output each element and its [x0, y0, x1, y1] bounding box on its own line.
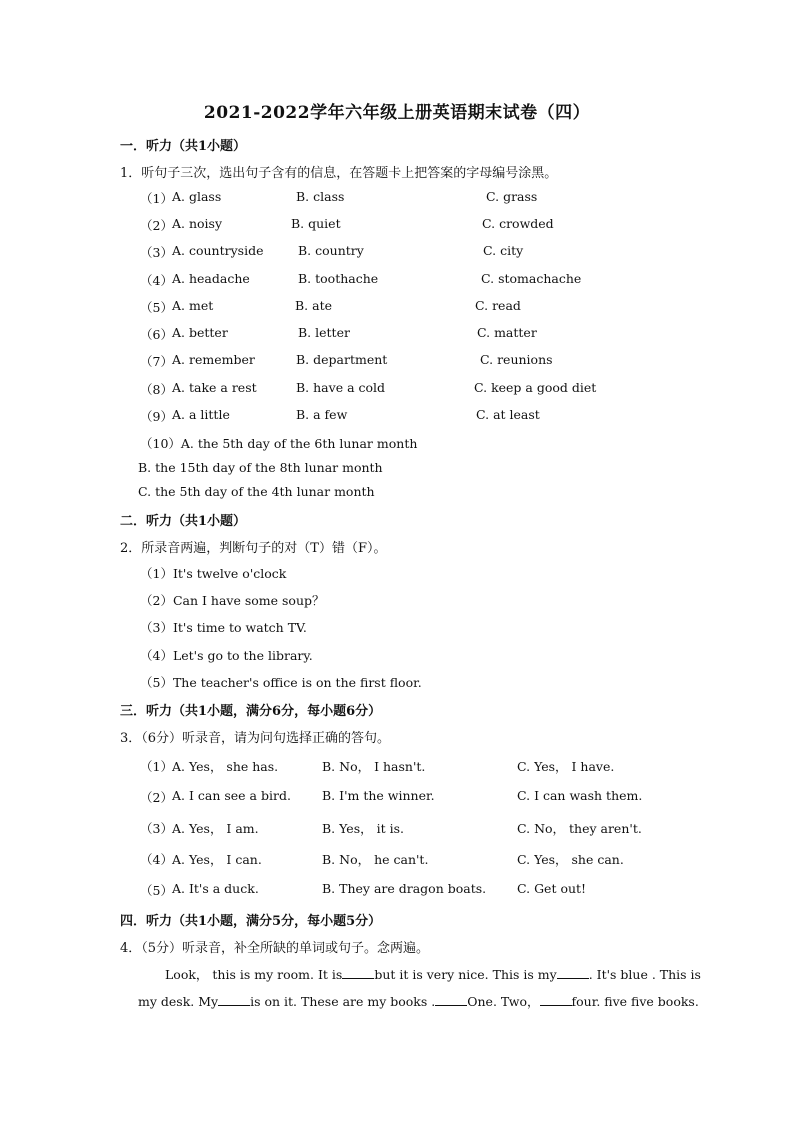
option-c: C. Get out! — [517, 881, 587, 896]
option-c: C. stomachache — [481, 271, 582, 286]
option-b: B. ate — [295, 298, 333, 313]
option-b: B. country — [298, 243, 364, 258]
list-item: （1） A. glass B. class C. grass — [140, 189, 538, 206]
passage-line-2: my desk. My is on it. These are my books . One. Two， four. five five books. — [138, 994, 699, 1009]
option-a: A. noisy — [172, 216, 223, 231]
list-item: （2）Can I have some soup？ — [140, 593, 325, 608]
option-a: A. Yes， I can. — [172, 852, 262, 867]
option-c: C. No， they aren't. — [517, 821, 642, 836]
list-item: （3）It's time to watch TV. — [140, 620, 307, 635]
page-title: 2021-2022学年六年级上册英语期末试卷（四） — [203, 103, 591, 123]
option-b: B. I'm the winner. — [322, 788, 435, 803]
option-c: C. Yes， she can. — [517, 852, 624, 867]
list-item: （3） A. Yes， I am. B. Yes， it is. C. No， they aren't. — [140, 821, 642, 836]
list-item: （1） A. Yes， she has. B. No， I hasn't. C. Yes， I have. — [140, 759, 615, 774]
option-c: C. at least — [476, 407, 540, 422]
option-a: A. glass — [172, 189, 222, 204]
option-a: A. Yes， I am. — [172, 821, 259, 836]
option-b: B. toothache — [298, 271, 379, 286]
list-item: （4） A. headache B. toothache C. stomachache — [140, 271, 582, 288]
item-10-option-c: C. the 5th day of the 4th lunar month — [138, 484, 375, 499]
list-item: （8） A. take a rest B. have a cold C. keep a good diet — [140, 380, 597, 397]
list-item: （1）It's twelve o'clock — [140, 566, 287, 581]
option-a: A. better — [172, 325, 228, 340]
option-a: A. I can see a bird. — [172, 788, 291, 803]
option-a: A. Yes， she has. — [172, 759, 279, 774]
option-a: A. a little — [172, 407, 230, 422]
passage-line-1: Look， this is my room. It is but it is very nice. This is my . It's blue . This is — [165, 967, 701, 982]
option-c: C. grass — [486, 189, 538, 204]
option-b: B. letter — [298, 325, 350, 340]
list-item: （9） A. a little B. a few C. at least — [140, 407, 540, 424]
option-b: B. a few — [296, 407, 348, 422]
list-item: （7） A. remember B. department C. reunions — [140, 352, 553, 369]
blank-2[interactable] — [557, 966, 589, 979]
list-item: （4）Let's go to the library. — [140, 648, 313, 663]
option-a: A. remember — [172, 352, 255, 367]
option-c: C. matter — [477, 325, 537, 340]
option-c: C. crowded — [482, 216, 554, 231]
question-1-text: 1．听句子三次，选出句子含有的信息，在答题卡上把答案的字母编号涂黑。 — [120, 166, 558, 181]
list-item: （5）The teacher's office is on the first floor. — [140, 675, 422, 690]
section-1-heading: 一．听力（共1小题） — [120, 139, 247, 154]
option-c: C. keep a good diet — [474, 380, 597, 395]
option-c: C. Yes， I have. — [517, 759, 615, 774]
list-item: （5） A. It's a duck. B. They are dragon boats. C. Get out! — [140, 881, 587, 898]
list-item: （3） A. countryside B. country C. city — [140, 243, 524, 260]
option-a: A. countryside — [172, 243, 264, 258]
question-2-text: 2．所录音两遍，判断句子的对（T）错（F）。 — [120, 541, 387, 556]
option-b: B. No， I hasn't. — [322, 759, 426, 774]
option-c: C. reunions — [480, 352, 553, 367]
option-b: B. Yes， it is. — [322, 821, 404, 836]
list-item: （5） A. met B. ate C. read — [140, 298, 521, 315]
option-b: B. They are dragon boats. — [322, 881, 487, 896]
option-c: C. I can wash them. — [517, 788, 643, 803]
option-b: B. department — [296, 352, 388, 367]
section-2-heading: 二．听力（共1小题） — [120, 514, 247, 529]
question-4-text: 4．（5分）听录音，补全所缺的单词或句子。念两遍。 — [120, 941, 430, 956]
option-a: A. met — [172, 298, 214, 313]
option-c: C. read — [475, 298, 521, 313]
list-item: （2） A. I can see a bird. B. I'm the winner. C. I can wash them. — [140, 788, 643, 805]
option-b: B. class — [296, 189, 345, 204]
section-3-heading: 三．听力（共1小题，满分6分，每小题6分） — [120, 704, 382, 719]
question-3-text: 3．（6分）听录音，请为问句选择正确的答句。 — [120, 731, 391, 746]
blank-3[interactable] — [218, 993, 250, 1006]
option-a: A. It's a duck. — [172, 881, 259, 896]
blank-1[interactable] — [342, 966, 374, 979]
list-item: （4） A. Yes， I can. B. No， he can't. C. Yes， she can. — [140, 852, 624, 867]
list-item: （2） A. noisy B. quiet C. crowded — [140, 216, 554, 233]
option-c: C. city — [483, 243, 524, 258]
item-10-option-b: B. the 15th day of the 8th lunar month — [138, 460, 383, 475]
list-item: （6） A. better B. letter C. matter — [140, 325, 537, 342]
blank-4[interactable] — [435, 993, 467, 1006]
blank-5[interactable] — [540, 993, 572, 1006]
option-b: B. quiet — [291, 216, 341, 231]
section-4-heading: 四．听力（共1小题，满分5分，每小题5分） — [120, 914, 382, 929]
item-10-option-a: （10）A. the 5th day of the 6th lunar month — [140, 436, 418, 451]
option-a: A. take a rest — [172, 380, 257, 395]
option-a: A. headache — [172, 271, 250, 286]
option-b: B. No， he can't. — [322, 852, 429, 867]
option-b: B. have a cold — [296, 380, 386, 395]
